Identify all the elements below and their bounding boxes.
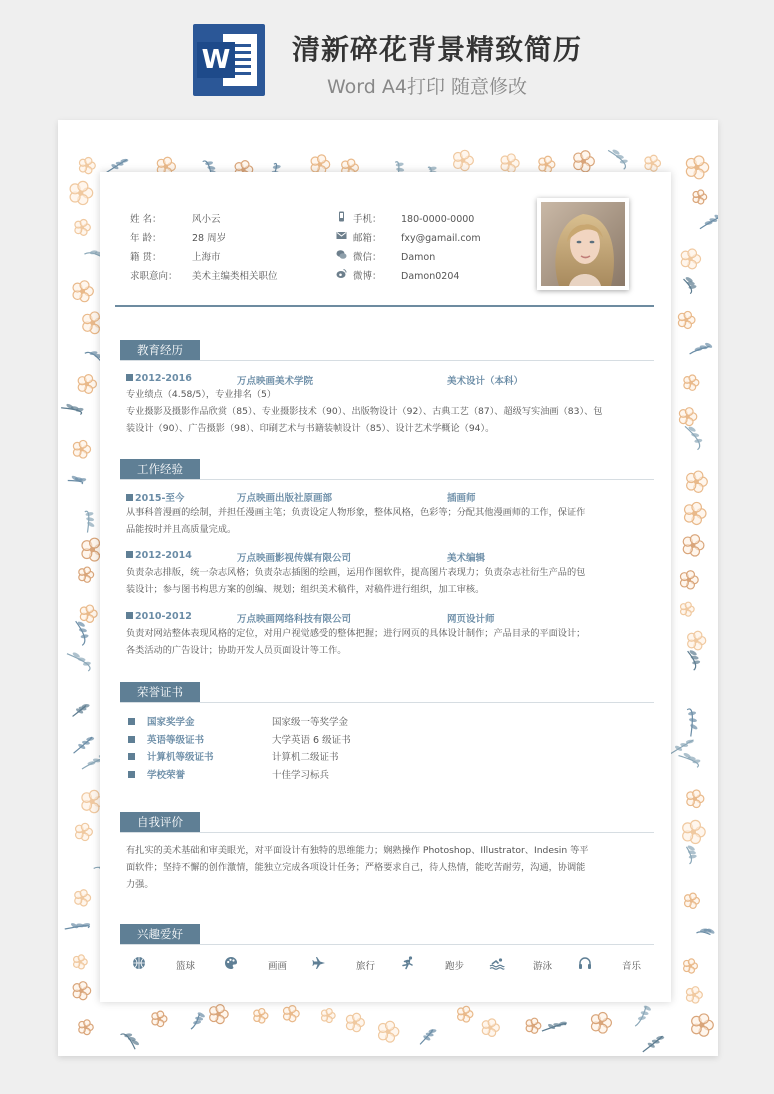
resume-paper (58, 120, 718, 1056)
phone-value: 180-0000-0000 (401, 214, 475, 225)
self-eval-line: 有扎实的美术基础和审美眼光，对平面设计有独特的思维能力；娴熟操作 Photoshop、Illustrator、Indesin 等平 (126, 845, 589, 856)
square-bullet-icon (128, 771, 135, 778)
edu-line: 装设计（90）、广告摄影（98）、印刷艺术与书籍装帧设计（85）、设计艺术学概论（94）。 (126, 423, 495, 434)
edu-line: 专业摄影及摄影作品欣赏（85）、专业摄影技术（90）、出版物设计（92）、古典工艺（87）、超级写实油画（83）、包 (126, 406, 603, 417)
weibo-row (353, 268, 459, 282)
weibo-label: 微博： (353, 271, 382, 282)
origin-row (130, 249, 221, 263)
self-eval-line: 面软件；坚持不懈的创作激情，能独立完成各项设计任务；严格要求自己，待人热情，能吃苦耐劳，沟通，协调能 (126, 862, 586, 873)
name-value: 风小云 (192, 214, 221, 225)
intent-label: 求职意向： (130, 271, 178, 282)
hobby-label: 篮球 (176, 961, 196, 972)
page-title: 清新碎花背景精致简历 (292, 33, 583, 66)
origin-label: 籍 贯： (130, 252, 162, 263)
weibo-value: Damon0204 (401, 271, 460, 282)
origin-value: 上海市 (192, 252, 221, 263)
job-period: 2012-2014 (126, 550, 192, 561)
swimming-icon (489, 956, 505, 970)
job-company: 万点映画出版社原画部 (237, 493, 333, 504)
square-bullet-icon (126, 374, 133, 381)
job-details (126, 625, 651, 659)
honor-item: 国家奖学金 国家级一等奖学金 (128, 714, 348, 728)
job-line: 负责杂志排版，统一杂志风格；负责杂志插图的绘画，运用作图软件，提高图片表现力；负责杂志社衍生产品的包 (126, 567, 586, 578)
square-bullet-icon (126, 494, 133, 501)
name-row (130, 211, 221, 225)
hobby-label: 画画 (268, 961, 288, 972)
word-icon-letter: W (197, 42, 235, 78)
job-role: 插画师 (447, 493, 476, 504)
page-subtitle: Word A4打印 随意修改 (327, 76, 528, 98)
edu-period: 2012-2016 (126, 373, 192, 384)
square-bullet-icon (128, 718, 135, 725)
honor-item: 英语等级证书 大学英语 6 级证书 (128, 732, 351, 746)
section-line (120, 944, 654, 945)
basketball-icon (132, 956, 146, 970)
weibo-icon (336, 268, 347, 279)
job-details (126, 564, 651, 598)
palette-icon (224, 956, 238, 970)
wechat-icon (336, 249, 347, 260)
square-bullet-icon (126, 612, 133, 619)
section-line (120, 702, 654, 703)
running-icon (401, 956, 415, 970)
intent-row (130, 268, 278, 282)
hobby-label: 旅行 (356, 961, 376, 972)
job-line: 负责对网站整体表现风格的定位，对用户视觉感受的整体把握；进行网页的具体设计制作；产品目录的平面设计； (126, 628, 586, 639)
profile-photo (537, 198, 629, 290)
job-line: 装设计；参与图书构思方案的创编、规划；组织美术稿件，对稿件进行组织，加工审核。 (126, 584, 485, 595)
job-role: 美术编辑 (447, 553, 486, 564)
square-bullet-icon (126, 551, 133, 558)
wechat-value: Damon (401, 252, 436, 263)
mail-icon (336, 230, 347, 241)
section-line (120, 360, 654, 361)
edu-line: 专业绩点（4.58/5），专业排名（5） (126, 389, 277, 400)
job-line: 品能按时并且高质量完成。 (126, 524, 237, 535)
square-bullet-icon (128, 753, 135, 760)
airplane-icon (312, 956, 326, 970)
honor-item: 学校荣誉 十佳学习标兵 (128, 767, 329, 781)
section-title-self-eval: 自我评价 (120, 812, 200, 832)
job-line: 各类活动的广告设计；协助开发人员页面设计等工作。 (126, 645, 347, 656)
phone-row (353, 211, 474, 225)
job-role: 网页设计师 (447, 614, 495, 625)
age-label: 年 龄： (130, 233, 162, 244)
email-value: fxy@gamail.com (401, 233, 481, 244)
email-label: 邮箱： (353, 233, 382, 244)
age-value: 28 周岁 (192, 233, 227, 244)
honor-item: 计算机等级证书 计算机二级证书 (128, 749, 339, 763)
hobby-label: 音乐 (622, 961, 642, 972)
phone-icon (336, 211, 347, 222)
intent-value: 美术主编类相关职位 (192, 271, 278, 282)
square-bullet-icon (128, 736, 135, 743)
job-period: 2010-2012 (126, 611, 192, 622)
edu-major: 美术设计（本科） (447, 376, 524, 387)
self-eval-text (126, 842, 651, 893)
edu-school: 万点映画美术学院 (237, 376, 314, 387)
word-icon (193, 24, 265, 96)
self-eval-line: 力强。 (126, 879, 154, 890)
job-line: 从事科普漫画的绘制，并担任漫画主笔；负责设定人物形象，整体风格，色彩等；分配其他漫画师的工作，保证作 (126, 507, 586, 518)
headphones-icon (578, 956, 592, 970)
age-row (130, 230, 226, 244)
job-company: 万点映画网络科技有限公司 (237, 614, 352, 625)
section-title-work: 工作经验 (120, 459, 200, 479)
section-line (120, 479, 654, 480)
section-title-education: 教育经历 (120, 340, 200, 360)
hobby-label: 跑步 (445, 961, 465, 972)
header-divider (115, 305, 654, 307)
job-company: 万点映画影视传媒有限公司 (237, 553, 352, 564)
email-row (353, 230, 481, 244)
section-title-hobbies: 兴趣爱好 (120, 924, 200, 944)
job-details (126, 504, 651, 538)
wechat-label: 微信： (353, 252, 382, 263)
section-title-honors: 荣誉证书 (120, 682, 200, 702)
edu-details (126, 386, 651, 437)
phone-label: 手机： (353, 214, 382, 225)
wechat-row (353, 249, 435, 263)
hobby-label: 游泳 (533, 961, 553, 972)
resume-card (100, 172, 671, 1002)
section-line (120, 832, 654, 833)
portrait-image (541, 202, 625, 286)
job-period: 2015-至今 (126, 490, 184, 504)
name-label: 姓 名： (130, 214, 162, 225)
